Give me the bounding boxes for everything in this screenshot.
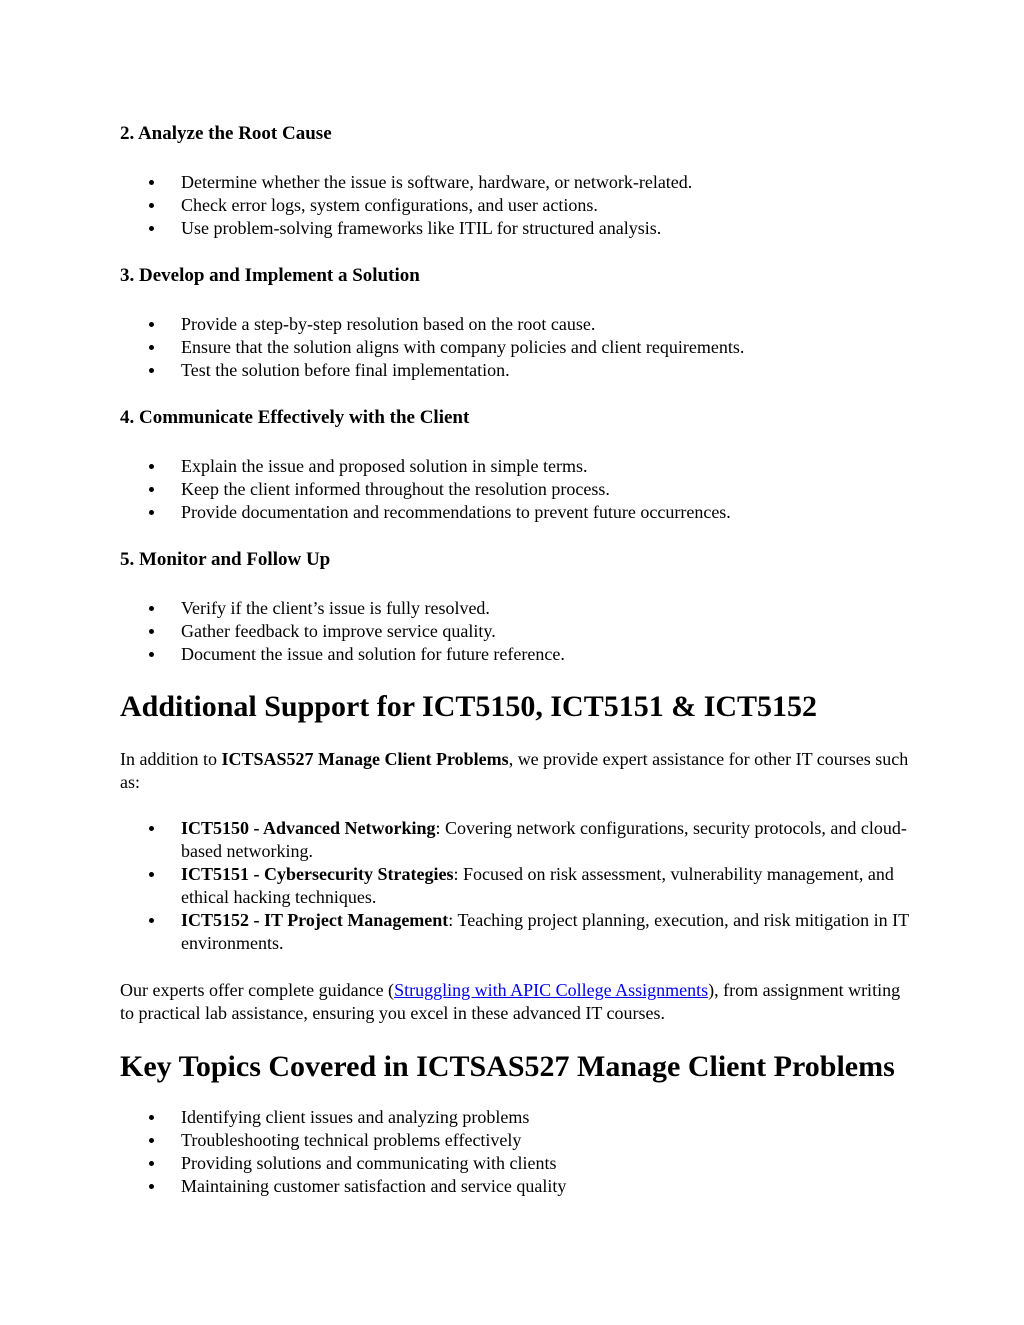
list-item: Troubleshooting technical problems effectively <box>120 1129 910 1152</box>
bullet-icon <box>149 510 154 515</box>
course-list <box>120 817 910 955</box>
bullet-icon <box>149 1161 154 1166</box>
bullet-icon <box>149 1115 154 1120</box>
bullet-icon <box>149 180 154 185</box>
list-item: Explain the issue and proposed solution in simple terms. <box>120 455 910 478</box>
section-heading-communicate: 4. Communicate Effectively with the Client <box>120 407 470 428</box>
list-item: ICT5151 - Cybersecurity Strategies: Focused on risk assessment, vulnerability management, and ethical hacking techniques. <box>120 863 910 909</box>
section-list-analyze <box>120 171 910 240</box>
bullet-icon <box>149 203 154 208</box>
list-item: Identifying client issues and analyzing problems <box>120 1106 910 1129</box>
section-heading-monitor: 5. Monitor and Follow Up <box>120 549 331 570</box>
bullet-icon <box>149 464 154 469</box>
list-item: Ensure that the solution aligns with company policies and client requirements. <box>120 336 910 359</box>
bullet-icon <box>149 322 154 327</box>
bullet-icon <box>149 872 154 877</box>
bullet-icon <box>149 1138 154 1143</box>
section-heading-develop: 3. Develop and Implement a Solution <box>120 265 420 286</box>
list-item: Use problem-solving frameworks like ITIL for structured analysis. <box>120 217 910 240</box>
list-item: ICT5152 - IT Project Management: Teaching project planning, execution, and risk mitigation in IT environments. <box>120 909 910 955</box>
bullet-icon <box>149 826 154 831</box>
bullet-icon <box>149 629 154 634</box>
bullet-icon <box>149 345 154 350</box>
list-item: Provide documentation and recommendations to prevent future occurrences. <box>120 501 910 524</box>
bullet-icon <box>149 606 154 611</box>
list-item: Document the issue and solution for future reference. <box>120 643 910 666</box>
list-item: Check error logs, system configurations, and user actions. <box>120 194 910 217</box>
list-item: Test the solution before final implementation. <box>120 359 910 382</box>
list-item: Gather feedback to improve service quality. <box>120 620 910 643</box>
bullet-icon <box>149 918 154 923</box>
list-item: Maintaining customer satisfaction and service quality <box>120 1175 910 1198</box>
section-list-develop <box>120 313 910 382</box>
section-heading-analyze: 2. Analyze the Root Cause <box>120 123 332 144</box>
list-item: ICT5150 - Advanced Networking: Covering network configurations, security protocols, and cloud-based networking. <box>120 817 910 863</box>
list-item: Determine whether the issue is software, hardware, or network-related. <box>120 171 910 194</box>
guidance-paragraph: Our experts offer complete guidance (Struggling with APIC College Assignments), from assignment writing to practical lab assistance, ensuring you excel in these advanced IT courses. <box>120 980 901 1023</box>
list-item: Provide a step-by-step resolution based on the root cause. <box>120 313 910 336</box>
apic-assignments-link[interactable]: Struggling with APIC College Assignments <box>394 980 709 1000</box>
section-list-communicate <box>120 455 910 524</box>
list-item: Keep the client informed throughout the resolution process. <box>120 478 910 501</box>
additional-support-heading: Additional Support for ICT5150, ICT5151 & ICT5152 <box>120 690 818 723</box>
list-item: Verify if the client’s issue is fully resolved. <box>120 597 910 620</box>
bullet-icon <box>149 1184 154 1189</box>
additional-intro-paragraph: In addition to ICTSAS527 Manage Client Problems, we provide expert assistance for other IT courses such as: <box>120 749 909 792</box>
bullet-icon <box>149 226 154 231</box>
bullet-icon <box>149 487 154 492</box>
bullet-icon <box>149 652 154 657</box>
key-topics-list <box>120 1106 910 1198</box>
list-item: Providing solutions and communicating with clients <box>120 1152 910 1175</box>
section-list-monitor <box>120 597 910 666</box>
bullet-icon <box>149 368 154 373</box>
key-topics-heading: Key Topics Covered in ICTSAS527 Manage Client Problems <box>120 1050 895 1083</box>
